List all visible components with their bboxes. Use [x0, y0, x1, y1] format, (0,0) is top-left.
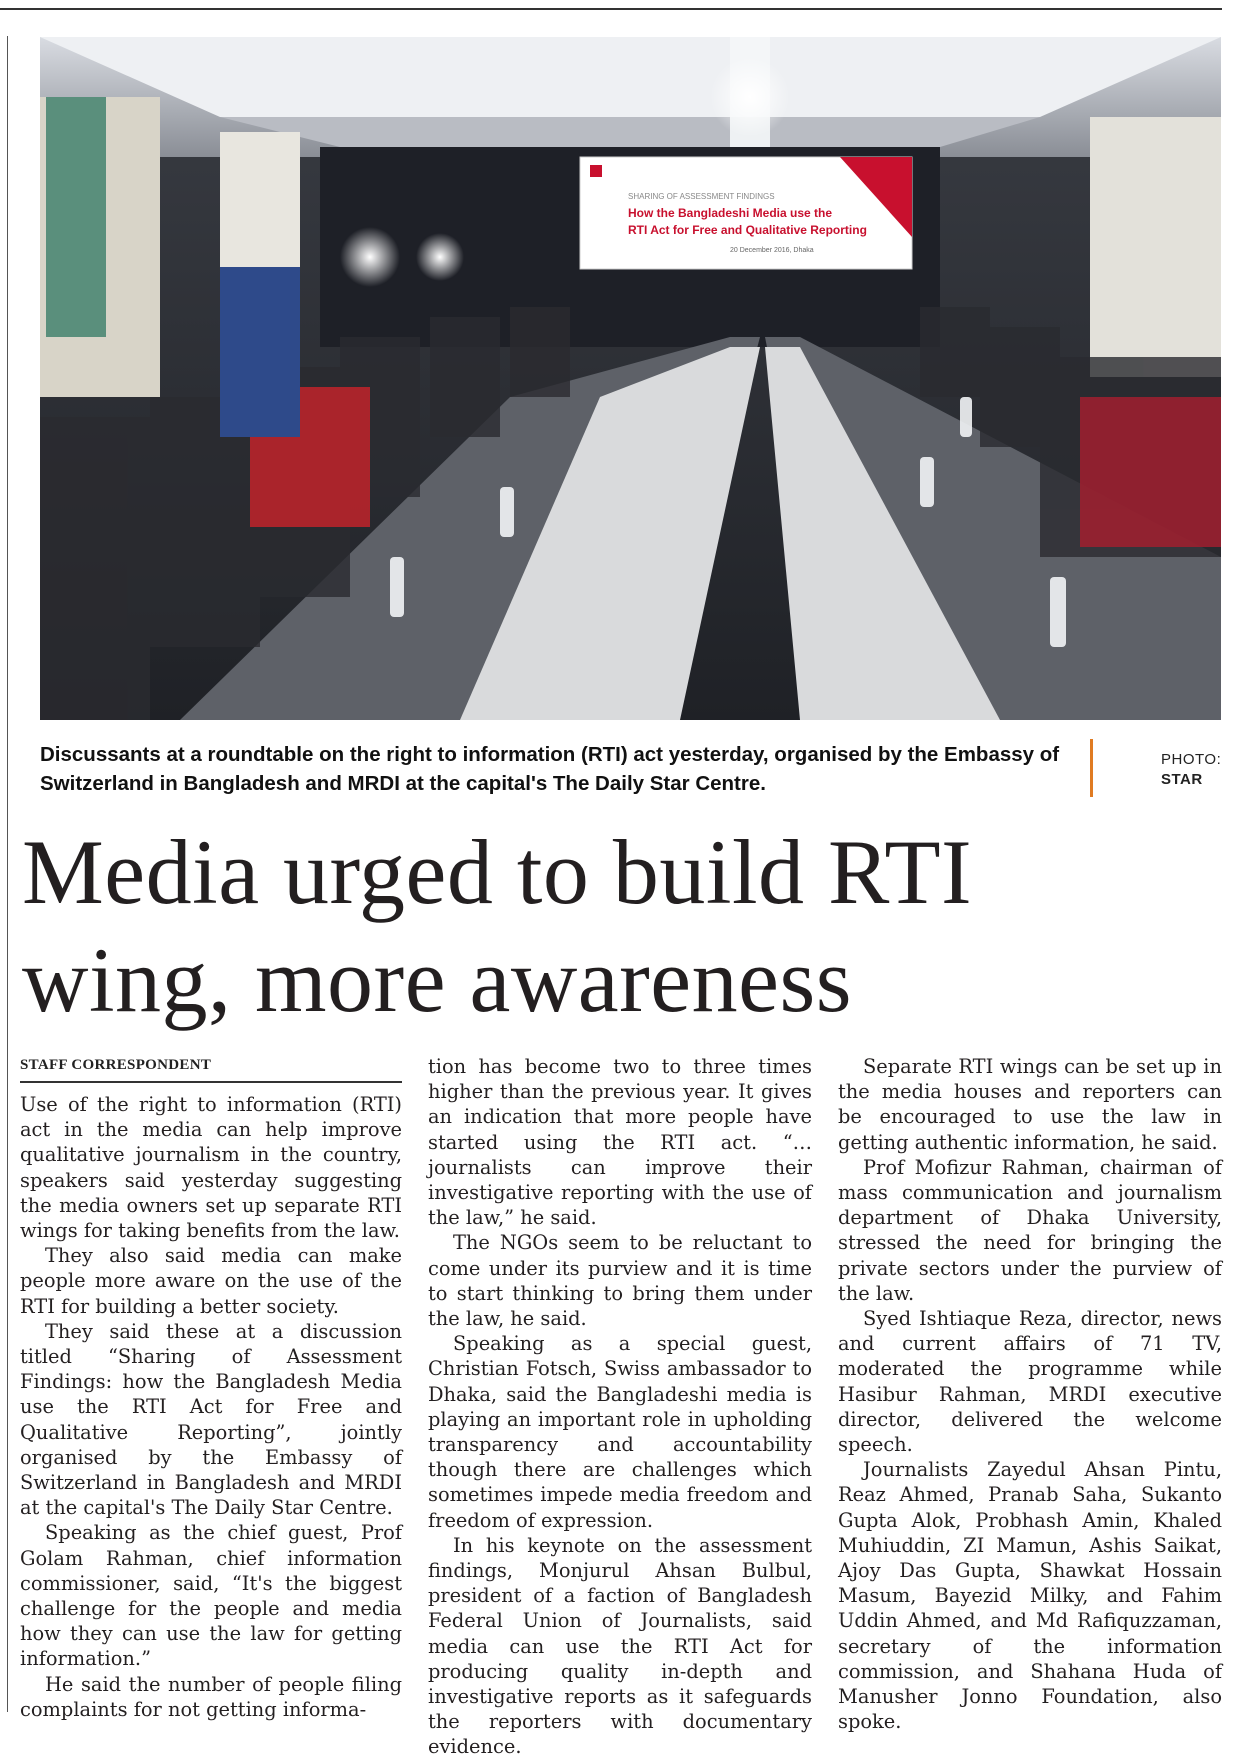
photo-caption: Discussants at a roundtable on the right to information (RTI) act yesterday, organised by the Embassy of Switzerland in Bangladesh and MRDI at the capital's The Daily Star Centre.: [40, 743, 1060, 795]
paragraph: He said the number of people filing complaints for not getting informa-: [20, 1672, 402, 1721]
paragraph: In his keynote on the assessment findings, Monjurul Ahsan Bulbul, president of a faction of Bangladesh Federal Union of Journalists, said media can use the RTI Act for producing quality in-depth and investigative reports as it safeguards the reporters with documentary evidence.: [428, 1533, 812, 1759]
banner-line-1: How the Bangladeshi Media use the: [628, 206, 833, 220]
event-banner: [580, 157, 912, 269]
paragraph: Prof Mofizur Rahman, chairman of mass communication and journalism department of Dhaka University, stressed the need for bringing the private sectors under the purview of the law.: [838, 1155, 1222, 1305]
banner-subtitle: SHARING OF ASSESSMENT FINDINGS: [628, 192, 775, 201]
banner-date: 20 December 2016, Dhaka: [730, 247, 814, 254]
paragraph: Speaking as the chief guest, Prof Golam Rahman, chief information commissioner, said, “It's the biggest challenge for the people and media how they can use the law for getting information.”: [20, 1521, 402, 1671]
headline: [22, 818, 1222, 1034]
banner-line-2: RTI Act for Free and Qualitative Reporting: [628, 223, 867, 237]
article-column-1: [20, 1092, 402, 1722]
roundtable-photo-illustration: [40, 37, 1221, 720]
photo-credit: [1161, 750, 1221, 790]
paragraph: They also said media can make people more aware on the use of the RTI for building a better society.: [20, 1244, 402, 1318]
article-column-3: [838, 1054, 1222, 1734]
paragraph: Use of the right to information (RTI) act in the media can help improve qualitative journalism in the country, speakers said yesterday suggesting the media owners set up separate RTI wings for taking benefits from the law.: [20, 1093, 402, 1243]
paragraph: They said these at a discussion titled “Sharing of Assessment Findings: how the Bangladesh Media use the RTI Act for Free and Qualitative Reporting”, jointly organised by the Embassy of Switzerland in Bangladesh and MRDI at the capital's The Daily Star Centre.: [20, 1319, 402, 1520]
paragraph: Syed Ishtiaque Reza, director, news and current affairs of 71 TV, moderated the programme while Hasibur Rahman, MRDI executive director, delivered the welcome speech.: [838, 1307, 1222, 1457]
paragraph: tion has become two to three times higher than the previous year. It gives an indication that more people have started using the RTI act. “…journalists can improve their investigative reporting with the use of the law,” he said.: [428, 1055, 812, 1230]
paragraph: Separate RTI wings can be set up in the media houses and reporters can be encouraged to use the law in getting authentic information, he said.: [838, 1055, 1222, 1154]
left-column-rule: [7, 36, 8, 1712]
photo-credit-label: PHOTO:: [1161, 751, 1222, 768]
news-photo: [40, 37, 1221, 720]
byline-rule: [20, 1081, 402, 1083]
paragraph: Journalists Zayedul Ahsan Pintu, Reaz Ahmed, Pranab Saha, Sukanto Gupta Alok, Probhash Amin, Khaled Muhiuddin, ZI Mamun, Ashis Saikat, Ajoy Das Gupta, Shawkat Hossain Masum, Bayezid Milky, and Fahim Uddin Ahmed, and Md Rafiquzzaman, secretary of the information commission, and Shahana Huda of Manusher Jonno Foundation, also spoke.: [838, 1458, 1222, 1734]
headline-line-1: Media urged to build RTI: [22, 821, 973, 923]
article-column-2: [428, 1054, 812, 1760]
byline: STAFF CORRESPONDENT: [20, 1057, 212, 1073]
photo-credit-source: STAR: [1161, 771, 1203, 788]
caption-divider: [1090, 739, 1093, 797]
paragraph: Speaking as a special guest, Christian Fotsch, Swiss ambassador to Dhaka, said the Bangladeshi media is playing an important role in upholding transparency and accountability though there are challenges which sometimes impede media freedom and freedom of expression.: [428, 1332, 812, 1532]
top-rule: [0, 8, 1222, 10]
headline-line-2: wing, more awareness: [22, 929, 853, 1031]
paragraph: The NGOs seem to be reluctant to come under its purview and it is time to start thinking to bring them under the law, he said.: [428, 1231, 812, 1331]
